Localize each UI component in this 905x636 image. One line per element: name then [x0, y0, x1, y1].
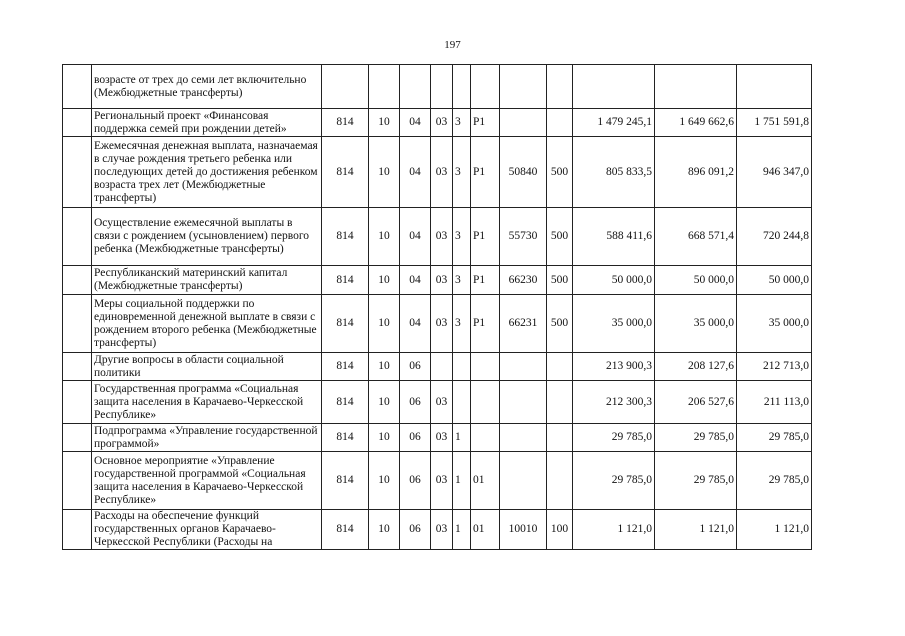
amount-year3-cell: 211 113,0 [737, 381, 812, 424]
expense-type-cell [547, 65, 573, 109]
table-row [63, 452, 812, 510]
subprogram-code-cell: 3 [453, 266, 471, 295]
section-code-cell: 10 [369, 137, 400, 208]
program-code-cell: 03 [431, 381, 453, 424]
ministry-code-cell: 814 [322, 452, 369, 510]
event-code-cell: P1 [471, 266, 500, 295]
item-name-cell: Другие вопросы в области социальной политики [92, 353, 322, 381]
item-name-cell: Подпрограмма «Управление государственной программой» [92, 424, 322, 452]
section-code-cell: 10 [369, 424, 400, 452]
subsection-code-cell [400, 65, 431, 109]
item-name-cell: возрасте от трех до семи лет включительно (Межбюджетные трансферты) [92, 65, 322, 109]
expense-type-cell [547, 424, 573, 452]
section-code-cell: 10 [369, 353, 400, 381]
expense-type-cell [547, 381, 573, 424]
section-code-cell: 10 [369, 510, 400, 550]
subsection-code-cell: 04 [400, 109, 431, 137]
amount-year1-cell: 50 000,0 [573, 266, 655, 295]
amount-year1-cell: 588 411,6 [573, 208, 655, 266]
subprogram-code-cell: 3 [453, 109, 471, 137]
program-code-cell: 03 [431, 109, 453, 137]
subprogram-code-cell: 1 [453, 452, 471, 510]
direction-code-cell: 10010 [500, 510, 547, 550]
amount-year1-cell: 29 785,0 [573, 424, 655, 452]
ministry-code-cell: 814 [322, 353, 369, 381]
ministry-code-cell: 814 [322, 381, 369, 424]
amount-year1-cell: 1 121,0 [573, 510, 655, 550]
amount-year3-cell: 946 347,0 [737, 137, 812, 208]
program-code-cell: 03 [431, 295, 453, 353]
program-code-cell: 03 [431, 452, 453, 510]
amount-year2-cell: 208 127,6 [655, 353, 737, 381]
amount-year3-cell: 212 713,0 [737, 353, 812, 381]
section-code-cell: 10 [369, 452, 400, 510]
table-row [63, 424, 812, 452]
direction-code-cell [500, 452, 547, 510]
budget-table [62, 64, 812, 550]
subsection-code-cell: 04 [400, 266, 431, 295]
event-code-cell [471, 424, 500, 452]
direction-code-cell [500, 381, 547, 424]
amount-year1-cell: 29 785,0 [573, 452, 655, 510]
amount-year2-cell: 896 091,2 [655, 137, 737, 208]
section-code-cell: 10 [369, 266, 400, 295]
amount-year1-cell [573, 65, 655, 109]
event-code-cell: 01 [471, 510, 500, 550]
subsection-code-cell: 06 [400, 452, 431, 510]
subsection-code-cell: 04 [400, 295, 431, 353]
direction-code-cell [500, 353, 547, 381]
page-number: 197 [444, 39, 461, 51]
subsection-code-cell: 06 [400, 381, 431, 424]
ministry-code-cell: 814 [322, 510, 369, 550]
amount-year2-cell [655, 65, 737, 109]
item-name-cell: Осуществление ежемесячной выплаты в связи с рождением (усыновлением) первого ребенка (Межбюджетные трансферты) [92, 208, 322, 266]
item-name-cell: Государственная программа «Социальная защита населения в Карачаево-Черкесской Республике» [92, 381, 322, 424]
program-code-cell: 03 [431, 208, 453, 266]
ministry-code-cell: 814 [322, 137, 369, 208]
row-number-cell [63, 510, 92, 550]
program-code-cell: 03 [431, 137, 453, 208]
section-code-cell: 10 [369, 208, 400, 266]
item-name-cell: Региональный проект «Финансовая поддержка семей при рождении детей» [92, 109, 322, 137]
row-number-cell [63, 452, 92, 510]
expense-type-cell [547, 109, 573, 137]
amount-year2-cell: 668 571,4 [655, 208, 737, 266]
event-code-cell: P1 [471, 137, 500, 208]
amount-year2-cell: 50 000,0 [655, 266, 737, 295]
direction-code-cell: 55730 [500, 208, 547, 266]
table-row [63, 65, 812, 109]
row-number-cell [63, 381, 92, 424]
table-row [63, 266, 812, 295]
subsection-code-cell: 06 [400, 424, 431, 452]
expense-type-cell: 500 [547, 208, 573, 266]
row-number-cell [63, 353, 92, 381]
subprogram-code-cell: 3 [453, 295, 471, 353]
table-row [63, 381, 812, 424]
amount-year3-cell: 29 785,0 [737, 452, 812, 510]
event-code-cell: P1 [471, 109, 500, 137]
event-code-cell [471, 381, 500, 424]
row-number-cell [63, 424, 92, 452]
program-code-cell: 03 [431, 266, 453, 295]
subsection-code-cell: 06 [400, 510, 431, 550]
direction-code-cell [500, 424, 547, 452]
subprogram-code-cell: 3 [453, 137, 471, 208]
amount-year3-cell: 1 121,0 [737, 510, 812, 550]
event-code-cell: P1 [471, 208, 500, 266]
event-code-cell [471, 353, 500, 381]
section-code-cell: 10 [369, 109, 400, 137]
row-number-cell [63, 65, 92, 109]
expense-type-cell: 500 [547, 266, 573, 295]
table-row [63, 295, 812, 353]
item-name-cell: Республиканский материнский капитал (Межбюджетные трансферты) [92, 266, 322, 295]
direction-code-cell [500, 65, 547, 109]
subprogram-code-cell: 1 [453, 424, 471, 452]
amount-year2-cell: 29 785,0 [655, 424, 737, 452]
amount-year3-cell: 29 785,0 [737, 424, 812, 452]
amount-year3-cell: 1 751 591,8 [737, 109, 812, 137]
ministry-code-cell: 814 [322, 109, 369, 137]
direction-code-cell: 66230 [500, 266, 547, 295]
amount-year2-cell: 206 527,6 [655, 381, 737, 424]
subprogram-code-cell [453, 353, 471, 381]
ministry-code-cell: 814 [322, 266, 369, 295]
row-number-cell [63, 208, 92, 266]
amount-year1-cell: 212 300,3 [573, 381, 655, 424]
section-code-cell: 10 [369, 295, 400, 353]
row-number-cell [63, 137, 92, 208]
ministry-code-cell: 814 [322, 208, 369, 266]
item-name-cell: Основное мероприятие «Управление государственной программой «Социальная защита населения в Карачаево-Черкесской Республике» [92, 452, 322, 510]
item-name-cell: Расходы на обеспечение функций государственных органов Карачаево-Черкесской Республики (Расходы на [92, 510, 322, 550]
table-row [63, 208, 812, 266]
row-number-cell [63, 295, 92, 353]
direction-code-cell [500, 109, 547, 137]
subprogram-code-cell [453, 65, 471, 109]
table-row [63, 353, 812, 381]
item-name-cell: Меры социальной поддержки по единовременной денежной выплате в связи с рождением второго ребенка (Межбюджетные трансферты) [92, 295, 322, 353]
amount-year3-cell: 50 000,0 [737, 266, 812, 295]
program-code-cell: 03 [431, 510, 453, 550]
program-code-cell: 03 [431, 424, 453, 452]
event-code-cell: 01 [471, 452, 500, 510]
amount-year2-cell: 29 785,0 [655, 452, 737, 510]
subsection-code-cell: 06 [400, 353, 431, 381]
table-row [63, 137, 812, 208]
amount-year2-cell: 35 000,0 [655, 295, 737, 353]
expense-type-cell: 100 [547, 510, 573, 550]
ministry-code-cell [322, 65, 369, 109]
expense-type-cell: 500 [547, 295, 573, 353]
subprogram-code-cell: 3 [453, 208, 471, 266]
amount-year3-cell: 720 244,8 [737, 208, 812, 266]
amount-year3-cell: 35 000,0 [737, 295, 812, 353]
program-code-cell [431, 65, 453, 109]
subsection-code-cell: 04 [400, 208, 431, 266]
amount-year1-cell: 1 479 245,1 [573, 109, 655, 137]
event-code-cell [471, 65, 500, 109]
item-name-cell: Ежемесячная денежная выплата, назначаемая в случае рождения третьего ребенка или последующих детей до достижения ребенком возраста трех лет (Межбюджетные трансферты) [92, 137, 322, 208]
expense-type-cell [547, 353, 573, 381]
amount-year3-cell [737, 65, 812, 109]
table-row [63, 510, 812, 550]
event-code-cell: P1 [471, 295, 500, 353]
section-code-cell [369, 65, 400, 109]
expense-type-cell: 500 [547, 137, 573, 208]
row-number-cell [63, 109, 92, 137]
table-row [63, 109, 812, 137]
subprogram-code-cell: 1 [453, 510, 471, 550]
amount-year2-cell: 1 121,0 [655, 510, 737, 550]
amount-year1-cell: 805 833,5 [573, 137, 655, 208]
ministry-code-cell: 814 [322, 424, 369, 452]
expense-type-cell [547, 452, 573, 510]
amount-year1-cell: 35 000,0 [573, 295, 655, 353]
amount-year1-cell: 213 900,3 [573, 353, 655, 381]
direction-code-cell: 66231 [500, 295, 547, 353]
amount-year2-cell: 1 649 662,6 [655, 109, 737, 137]
direction-code-cell: 50840 [500, 137, 547, 208]
subprogram-code-cell [453, 381, 471, 424]
section-code-cell: 10 [369, 381, 400, 424]
ministry-code-cell: 814 [322, 295, 369, 353]
subsection-code-cell: 04 [400, 137, 431, 208]
program-code-cell [431, 353, 453, 381]
row-number-cell [63, 266, 92, 295]
